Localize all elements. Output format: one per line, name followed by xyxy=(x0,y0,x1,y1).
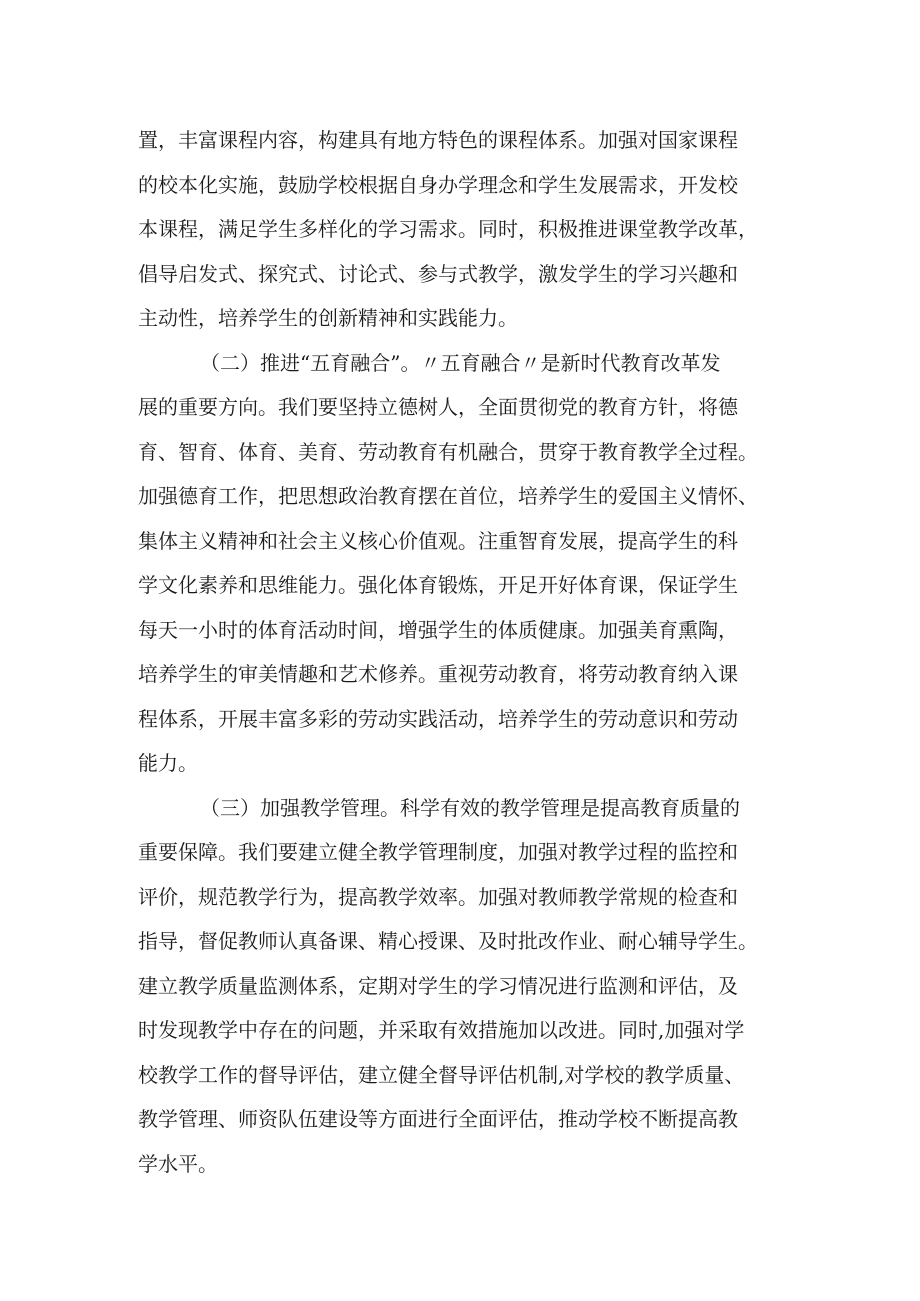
body-text xyxy=(138,118,798,1186)
text-line: 置，丰富课程内容，构建具有地方特色的课程体系。加强对国家课程 xyxy=(138,128,738,152)
text-line: （二）推进“五育融合”。〃五育融合〃是新时代教育改革发 xyxy=(200,350,721,375)
text-line: 程体系，开展丰富多彩的劳动实践活动，培养学生的劳动意识和劳动 xyxy=(138,706,738,731)
text-line: 的校本化实施，鼓励学校根据自身办学理念和学生发展需求，开发校 xyxy=(138,172,738,197)
text-line: 本课程，满足学生多样化的学习需求。同时，积极推进课堂教学改革， xyxy=(138,217,758,241)
text-line: 建立教学质量监测体系，定期对学生的学习情况进行监测和评估，及 xyxy=(138,973,738,998)
text-line: 主动性，培养学生的创新精神和实践能力。 xyxy=(138,306,518,330)
text-line: 评价，规范教学行为，提高教学效率。加强对教师教学常规的检查和 xyxy=(138,884,738,909)
text-line: 能力。 xyxy=(138,751,198,775)
text-line: 重要保障。我们要建立健全教学管理制度，加强对教学过程的监控和 xyxy=(138,840,738,864)
text-line: （三）加强教学管理。科学有效的教学管理是提高教育质量的 xyxy=(200,795,740,820)
text-line: 集体主义精神和社会主义核心价值观。注重智育发展，提高学生的科 xyxy=(138,528,738,553)
paragraph-teaching-management xyxy=(138,786,798,1187)
text-line: 时发现教学中存在的问题，并采取有效措施加以改进。同时,加强对学 xyxy=(138,1018,745,1042)
text-line: 育、智育、体育、美育、劳动教育有机融合，贯穿于教育教学全过程。 xyxy=(138,439,758,464)
paragraph-five-education-integration xyxy=(138,341,798,786)
text-line: 加强德育工作，把思想政治教育摆在首位，培养学生的爱国主义情怀、 xyxy=(138,484,758,508)
text-line: 学文化素养和思维能力。强化体育锻炼，开足开好体育课，保证学生 xyxy=(138,573,738,597)
text-line: 倡导启发式、探究式、讨论式、参与式教学，激发学生的学习兴趣和 xyxy=(138,261,738,286)
text-line: 校教学工作的督导评估，建立健全督导评估机制,对学校的教学质量、 xyxy=(138,1062,745,1087)
text-line: 每天一小时的体育活动时间，增强学生的体质健康。加强美育熏陶， xyxy=(138,617,738,642)
text-line: 培养学生的审美情趣和艺术修养。重视劳动教育，将劳动教育纳入课 xyxy=(138,662,738,686)
text-line: 展的重要方向。我们要坚持立德树人，全面贯彻党的教育方针，将德 xyxy=(138,395,738,419)
text-line: 学水平。 xyxy=(138,1151,218,1176)
paragraph-curriculum-continued xyxy=(138,118,798,341)
text-line: 教学管理、师资队伍建设等方面进行全面评估，推动学校不断提高教 xyxy=(138,1107,738,1131)
text-line: 指导，督促教师认真备课、精心授课、及时批改作业、耐心辅导学生。 xyxy=(138,929,758,953)
